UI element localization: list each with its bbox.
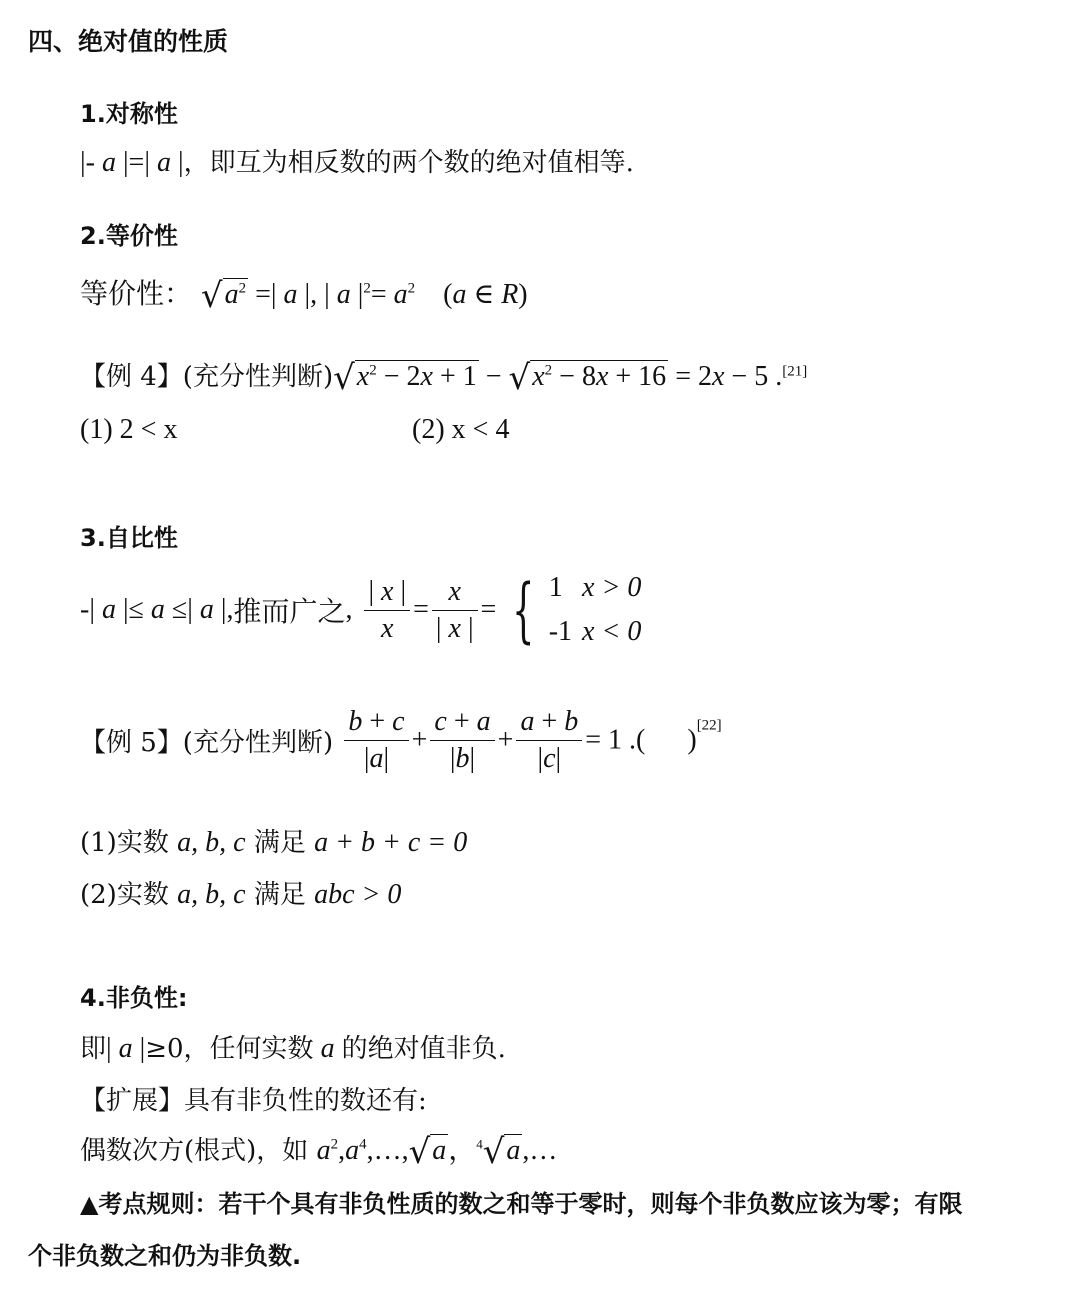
even-power-line: [80, 1128, 557, 1172]
rule-line-2: 个非负数之和仍为非负数.: [28, 1242, 302, 1270]
example-5: 【例 5】(充分性判断) $\frac{b + c}{|a|}$ + $\frac{c + a}{|b|}$ + $\frac{a + b}{|c|}$ = 1 .( )[22]: [80, 706, 722, 774]
example-4-option-2: (2) x < 4: [412, 414, 510, 445]
equivalence-label: 等价性：: [80, 277, 193, 310]
example-5-condition-1: [80, 822, 467, 859]
cond-2-expr: abc > 0: [314, 879, 402, 910]
heading-self-ratio: 3.自比性: [80, 524, 178, 552]
example-4-label: 【例 4】(充分性判断): [80, 362, 334, 392]
heading-equivalence: 2.等价性: [80, 222, 178, 250]
cases-table: [549, 566, 652, 654]
fraction-ab-over-c: $\frac{a + b}{|c|}$: [516, 706, 582, 775]
self-ratio-ineq: -| a |≤ a ≤| a |,: [80, 594, 234, 625]
example-5-ref: [22]: [696, 717, 722, 734]
fraction-abs-x-over-x: $\frac{| x |}{x}$: [364, 576, 410, 645]
nonneg-end: 的绝对值非负.: [341, 1034, 506, 1064]
symmetry-formula: |- a |=| a |: [80, 147, 184, 178]
fraction-x-over-abs-x: $\frac{x}{| x |}$: [432, 576, 478, 645]
case-2-value: -1: [548, 616, 573, 647]
nonneg-post: ≥0，任何实数: [145, 1034, 314, 1064]
case-2-condition: x < 0: [582, 616, 642, 647]
cond-1-prefix: (1)实数: [80, 828, 169, 858]
example-5-label: 【例 5】(充分性判断): [80, 728, 334, 758]
extension-label: 【扩展】具有非负性的数还有:: [80, 1086, 427, 1116]
nonneg-abs: | a |: [106, 1033, 146, 1064]
self-ratio-text: 推而广之: [233, 595, 346, 628]
even-power-formula: $a^2,a^4,\dots,√a$，$^4$√a,…: [316, 1132, 558, 1172]
example-5-tail: = 1 .( ): [585, 724, 697, 756]
nonneg-var: a: [313, 1033, 342, 1064]
example-4: [80, 356, 807, 398]
example-4-option-1: (1) 2 < x: [80, 414, 178, 445]
equivalence-formula: $√a^2$ =| a |, | a $|^2= a^2$ (a ∈ R): [200, 276, 528, 316]
cond-2-prefix: (2)实数: [80, 880, 169, 910]
fraction-ca-over-b: $\frac{c + a}{|b|}$: [430, 706, 494, 775]
section-title: 四、绝对值的性质: [28, 27, 229, 56]
equivalence-line: [80, 272, 528, 316]
nonneg-pre: 即: [80, 1034, 107, 1064]
cond-1-mid: 满足: [253, 828, 306, 858]
even-power-text: 偶数次方(根式)，如: [80, 1136, 309, 1166]
example-5-condition-2: [80, 874, 401, 911]
cond-2-vars: a, b, c: [177, 879, 246, 910]
example-4-ref: [21]: [782, 363, 808, 380]
fraction-bc-over-a: $\frac{b + c}{|a|}$: [344, 706, 408, 775]
heading-symmetry: 1.对称性: [80, 100, 178, 128]
symmetry-text: ，即互为相反数的两个数的绝对值相等.: [183, 148, 634, 178]
nonnegative-line: [80, 1028, 506, 1065]
self-ratio-line: -| a |≤ a ≤| a |,推而广之, $\frac{| x |}{x}$ = $\frac{x}{| x |}$ = { 1 x > 0 -1 x < 0: [80, 566, 651, 654]
example-4-formula: $√x^2 - 2x + 1 - √x^2 - 8x + 16 = 2x - 5$ .: [333, 358, 783, 398]
case-1-condition: x > 0: [582, 572, 642, 603]
symmetry-line: [80, 142, 634, 179]
case-1-value: 1: [548, 572, 563, 603]
cases-brace: {: [512, 569, 535, 651]
rule-line-1: ▲考点规则：若干个具有非负性质的数之和等于零时，则每个非负数应该为零；有限: [80, 1190, 963, 1218]
cond-2-mid: 满足: [253, 880, 306, 910]
cond-1-expr: a + b + c = 0: [314, 827, 468, 858]
cond-1-vars: a, b, c: [177, 827, 246, 858]
heading-nonnegative: 4.非负性:: [80, 984, 188, 1012]
